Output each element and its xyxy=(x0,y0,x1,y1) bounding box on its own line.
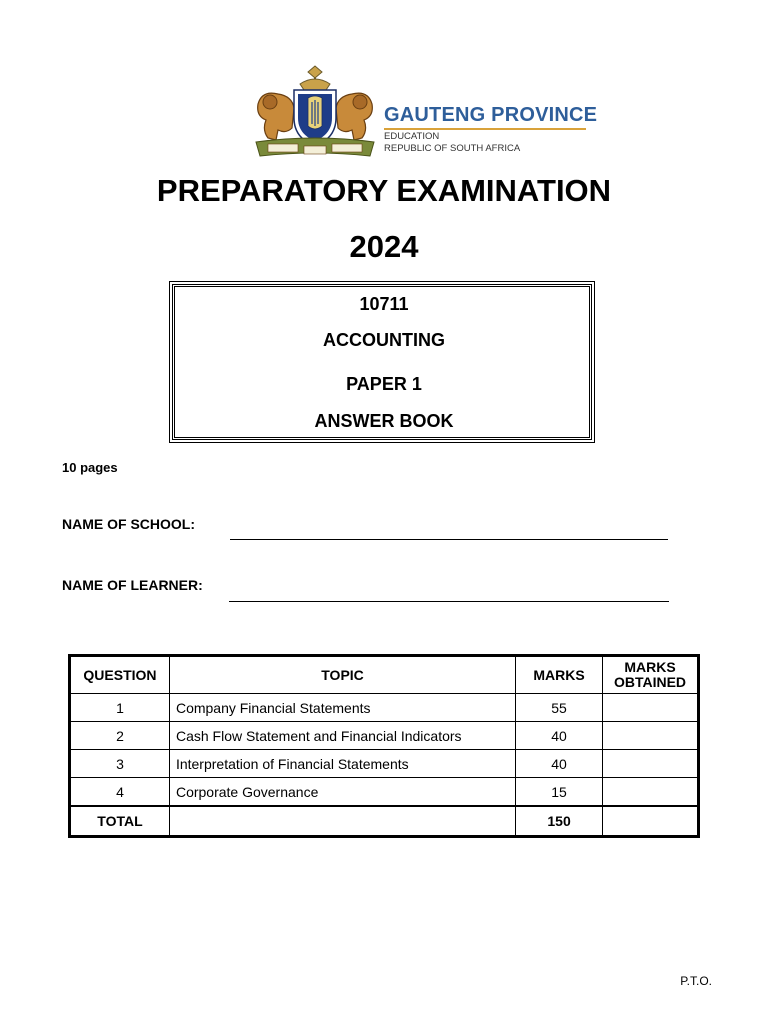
table-row xyxy=(70,694,699,722)
coat-of-arms-icon xyxy=(248,64,382,158)
org-department: EDUCATION xyxy=(384,131,440,142)
table-row xyxy=(70,778,699,807)
paper-code: 10711 xyxy=(359,294,409,314)
marks-obtained-header-line2: OBTAINED xyxy=(613,674,687,690)
marks-obtained-cell[interactable] xyxy=(603,694,699,722)
table-header-row xyxy=(70,656,699,694)
org-divider xyxy=(384,128,586,130)
page-turn-note: P.T.O. xyxy=(680,974,712,988)
paper-number: PAPER 1 xyxy=(346,374,422,394)
question-topic: Interpretation of Financial Statements xyxy=(169,750,515,778)
school-name-field[interactable] xyxy=(230,539,668,540)
question-number: 3 xyxy=(70,750,170,778)
topic-header: TOPIC xyxy=(169,656,515,694)
marks-obtained-header xyxy=(603,656,699,694)
question-header: QUESTION xyxy=(70,656,170,694)
learner-name-label: NAME OF LEARNER: xyxy=(62,577,203,593)
question-marks: 40 xyxy=(516,750,603,778)
question-marks: 15 xyxy=(516,778,603,807)
page-count-note: 10 pages xyxy=(62,460,118,475)
question-topic: Corporate Governance xyxy=(169,778,515,807)
total-marks: 150 xyxy=(516,806,603,837)
paper-book-type: ANSWER BOOK xyxy=(314,411,454,431)
total-topic-cell xyxy=(169,806,515,837)
question-number: 2 xyxy=(70,722,170,750)
paper-subject: ACCOUNTING xyxy=(323,330,445,350)
org-name: GAUTENG PROVINCE xyxy=(384,104,598,126)
question-number: 1 xyxy=(70,694,170,722)
marks-obtained-cell[interactable] xyxy=(603,778,699,807)
exam-title: PREPARATORY EXAMINATION xyxy=(156,173,612,208)
org-country: REPUBLIC OF SOUTH AFRICA xyxy=(384,143,521,154)
total-label: TOTAL xyxy=(70,806,170,837)
question-topic: Cash Flow Statement and Financial Indicators xyxy=(169,722,515,750)
marks-obtained-header-line1: MARKS xyxy=(624,659,676,675)
marks-obtained-cell[interactable] xyxy=(603,750,699,778)
question-topic: Company Financial Statements xyxy=(169,694,515,722)
question-number: 4 xyxy=(70,778,170,807)
table-row xyxy=(70,750,699,778)
question-marks: 55 xyxy=(516,694,603,722)
total-marks-obtained-cell[interactable] xyxy=(603,806,699,837)
question-marks: 40 xyxy=(516,722,603,750)
marks-header: MARKS xyxy=(516,656,603,694)
table-row xyxy=(70,722,699,750)
total-row xyxy=(70,806,699,837)
learner-name-field[interactable] xyxy=(229,601,669,602)
marks-obtained-cell[interactable] xyxy=(603,722,699,750)
exam-year: 2024 xyxy=(349,229,419,264)
marks-table xyxy=(68,654,700,838)
school-name-label: NAME OF SCHOOL: xyxy=(62,516,195,532)
